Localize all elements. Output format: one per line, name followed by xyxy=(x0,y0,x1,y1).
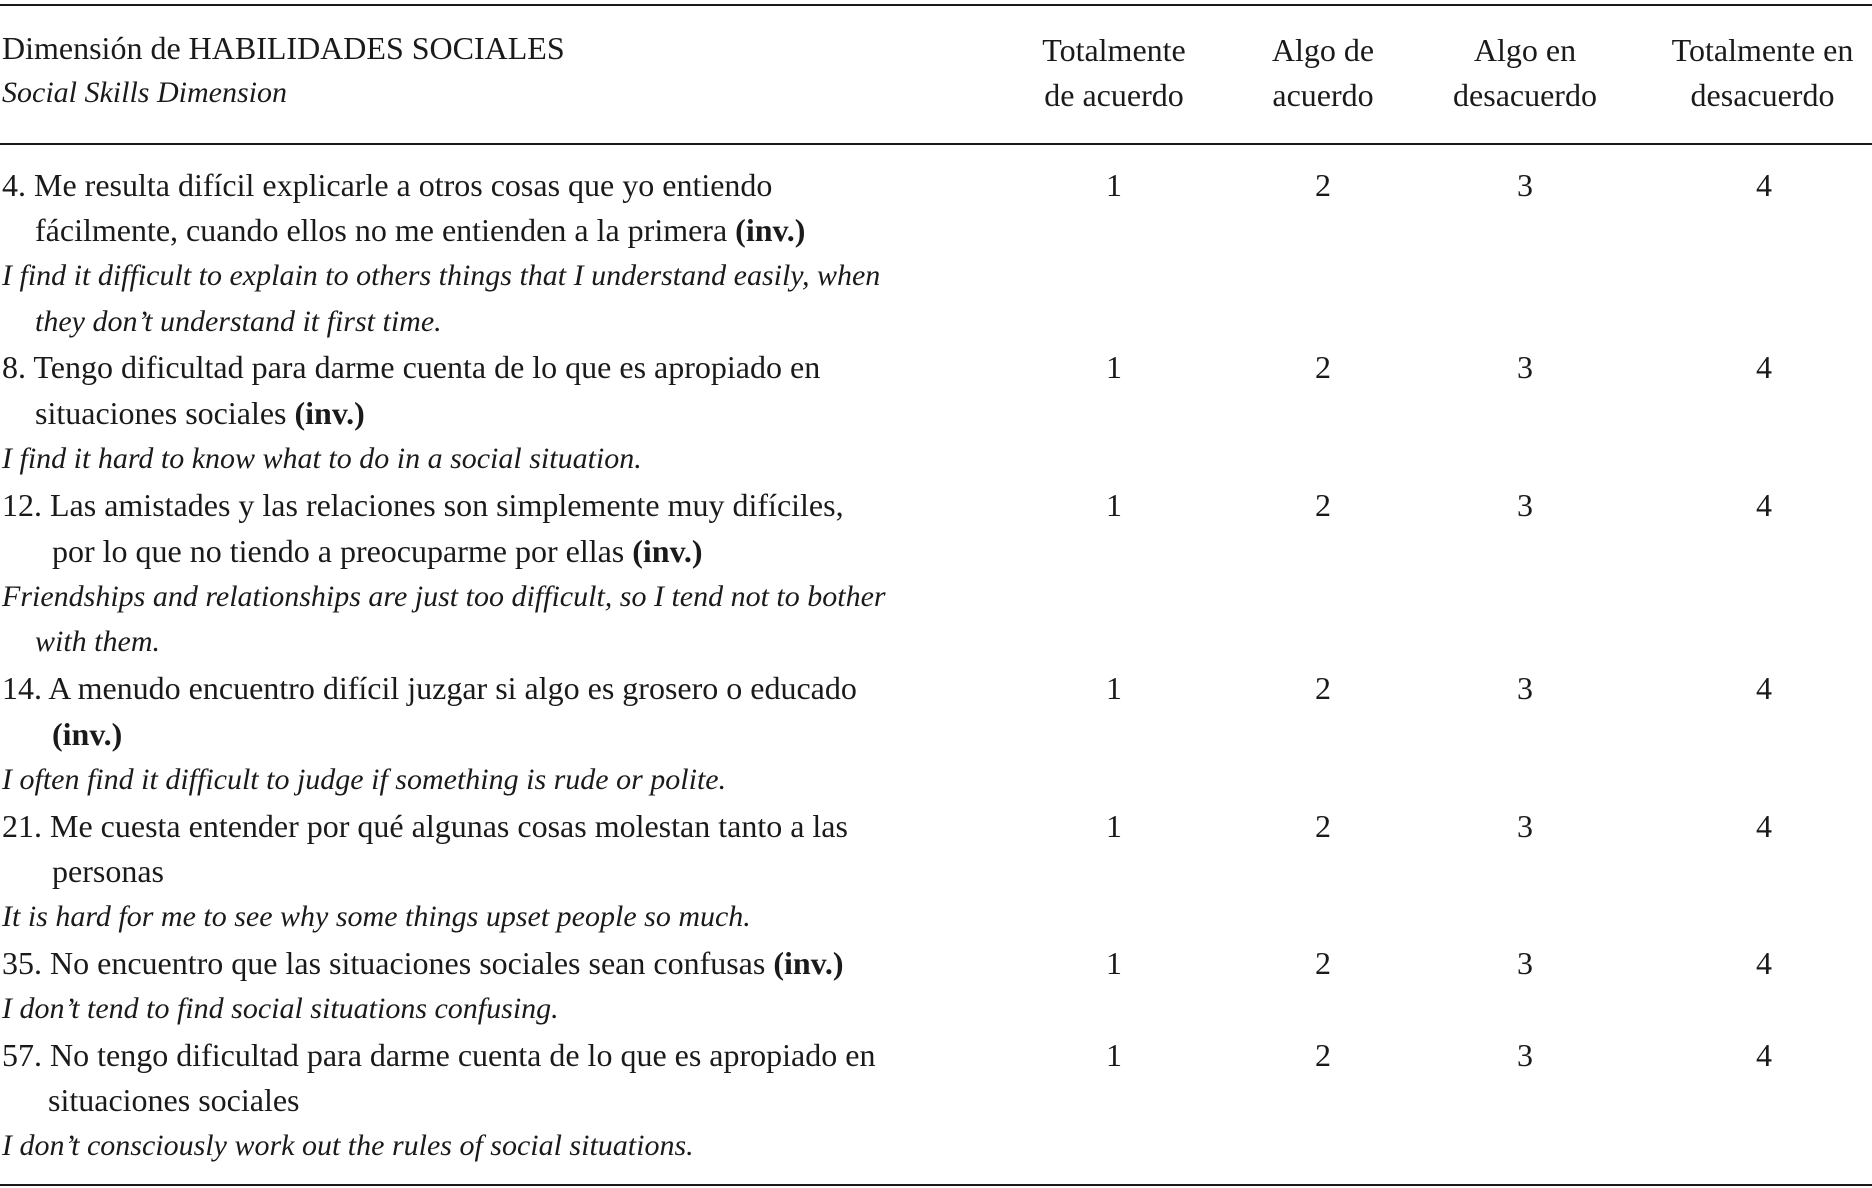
score-1: 1 xyxy=(1106,167,1122,203)
column-header-line2: desacuerdo xyxy=(1453,77,1597,113)
item-english-text: Friendships and relationships are just too difficult, so I tend not to bother xyxy=(2,580,886,613)
column-header-totalmente-en-desacuerdo xyxy=(1655,28,1870,118)
item-english-text: with them. xyxy=(35,625,160,658)
score-1: 1 xyxy=(1106,487,1122,523)
column-header-line2: acuerdo xyxy=(1272,77,1374,113)
item-spanish-text: personas xyxy=(52,853,164,889)
column-header-line2: desacuerdo xyxy=(1690,77,1835,113)
item-english-text: I don’t tend to find social situations confusing. xyxy=(2,992,559,1025)
column-header-line2: de acuerdo xyxy=(1044,77,1184,113)
item-spanish-text: 57. No tengo dificultad para darme cuenta de lo que es apropiado en xyxy=(2,1037,876,1073)
score-4: 4 xyxy=(1756,487,1772,523)
score-1: 1 xyxy=(1106,945,1122,981)
score-4: 4 xyxy=(1756,349,1772,385)
bottom-rule xyxy=(0,1184,1872,1186)
score-3: 3 xyxy=(1517,167,1533,203)
item-spanish-text xyxy=(35,207,805,253)
column-header-line1: Algo de xyxy=(1271,32,1375,68)
score-4: 4 xyxy=(1756,670,1772,706)
item-spanish-text: 14. A menudo encuentro difícil juzgar si algo es grosero o educado xyxy=(2,670,857,706)
dimension-subtitle: Social Skills Dimension xyxy=(2,76,287,109)
item-english-text: I find it difficult to explain to others things that I understand easily, when xyxy=(2,259,881,292)
inverse-tag: (inv.) xyxy=(773,945,844,981)
score-2: 2 xyxy=(1315,349,1331,385)
score-2: 2 xyxy=(1315,487,1331,523)
score-3: 3 xyxy=(1517,670,1533,706)
item-spanish-text: 4. Me resulta difícil explicarle a otros cosas que yo entiendo xyxy=(2,167,773,203)
score-4: 4 xyxy=(1756,808,1772,844)
item-spanish-text-cont: por lo que no tiendo a preocuparme por ellas xyxy=(52,533,625,569)
score-2: 2 xyxy=(1315,167,1331,203)
item-english-text: they don’t understand it first time. xyxy=(35,305,442,338)
item-spanish-text: 8. Tengo dificultad para darme cuenta de lo que es apropiado en xyxy=(2,349,821,385)
item-spanish-text xyxy=(2,940,844,986)
item-spanish-text-cont: 35. No encuentro que las situaciones sociales sean confusas xyxy=(2,945,766,981)
score-3: 3 xyxy=(1517,945,1533,981)
score-4: 4 xyxy=(1756,167,1772,203)
score-3: 3 xyxy=(1517,487,1533,523)
score-4: 4 xyxy=(1756,945,1772,981)
item-spanish-text xyxy=(52,528,702,574)
column-header-line1: Totalmente en xyxy=(1671,32,1854,68)
item-spanish-text-cont: fácilmente, cuando ellos no me entienden a la primera xyxy=(35,212,728,248)
column-header-line1: Algo en xyxy=(1473,32,1577,68)
column-header-algo-de-acuerdo xyxy=(1233,28,1413,118)
item-english-text: It is hard for me to see why some things upset people so much. xyxy=(2,900,751,933)
column-header-line1: Totalmente xyxy=(1042,32,1186,68)
column-header-totalmente-de-acuerdo xyxy=(1014,28,1214,118)
score-3: 3 xyxy=(1517,808,1533,844)
inverse-tag: (inv.) xyxy=(294,395,365,431)
score-3: 3 xyxy=(1517,1037,1533,1073)
score-3: 3 xyxy=(1517,349,1533,385)
item-spanish-text: 12. Las amistades y las relaciones son simplemente muy difíciles, xyxy=(2,487,844,523)
inverse-tag: (inv.) xyxy=(735,212,806,248)
score-1: 1 xyxy=(1106,670,1122,706)
score-4: 4 xyxy=(1756,1037,1772,1073)
score-1: 1 xyxy=(1106,1037,1122,1073)
score-2: 2 xyxy=(1315,945,1331,981)
header-rule xyxy=(0,143,1872,145)
item-english-text: I don’t consciously work out the rules of social situations. xyxy=(2,1129,694,1162)
item-spanish-text xyxy=(35,390,365,436)
score-2: 2 xyxy=(1315,808,1331,844)
item-english-text: I find it hard to know what to do in a social situation. xyxy=(2,442,642,475)
score-1: 1 xyxy=(1106,349,1122,385)
item-english-text: I often find it difficult to judge if something is rude or polite. xyxy=(2,763,727,796)
item-spanish-text: situaciones sociales xyxy=(48,1082,300,1118)
top-rule xyxy=(0,4,1872,6)
item-spanish-text-cont: situaciones sociales xyxy=(35,395,287,431)
column-header-algo-en-desacuerdo xyxy=(1425,28,1625,118)
inverse-tag: (inv.) xyxy=(632,533,703,569)
score-2: 2 xyxy=(1315,1037,1331,1073)
score-1: 1 xyxy=(1106,808,1122,844)
item-spanish-text: 21. Me cuesta entender por qué algunas cosas molestan tanto a las xyxy=(2,808,848,844)
dimension-title: Dimensión de HABILIDADES SOCIALES xyxy=(2,30,565,66)
inverse-tag: (inv.) xyxy=(52,716,123,752)
score-2: 2 xyxy=(1315,670,1331,706)
